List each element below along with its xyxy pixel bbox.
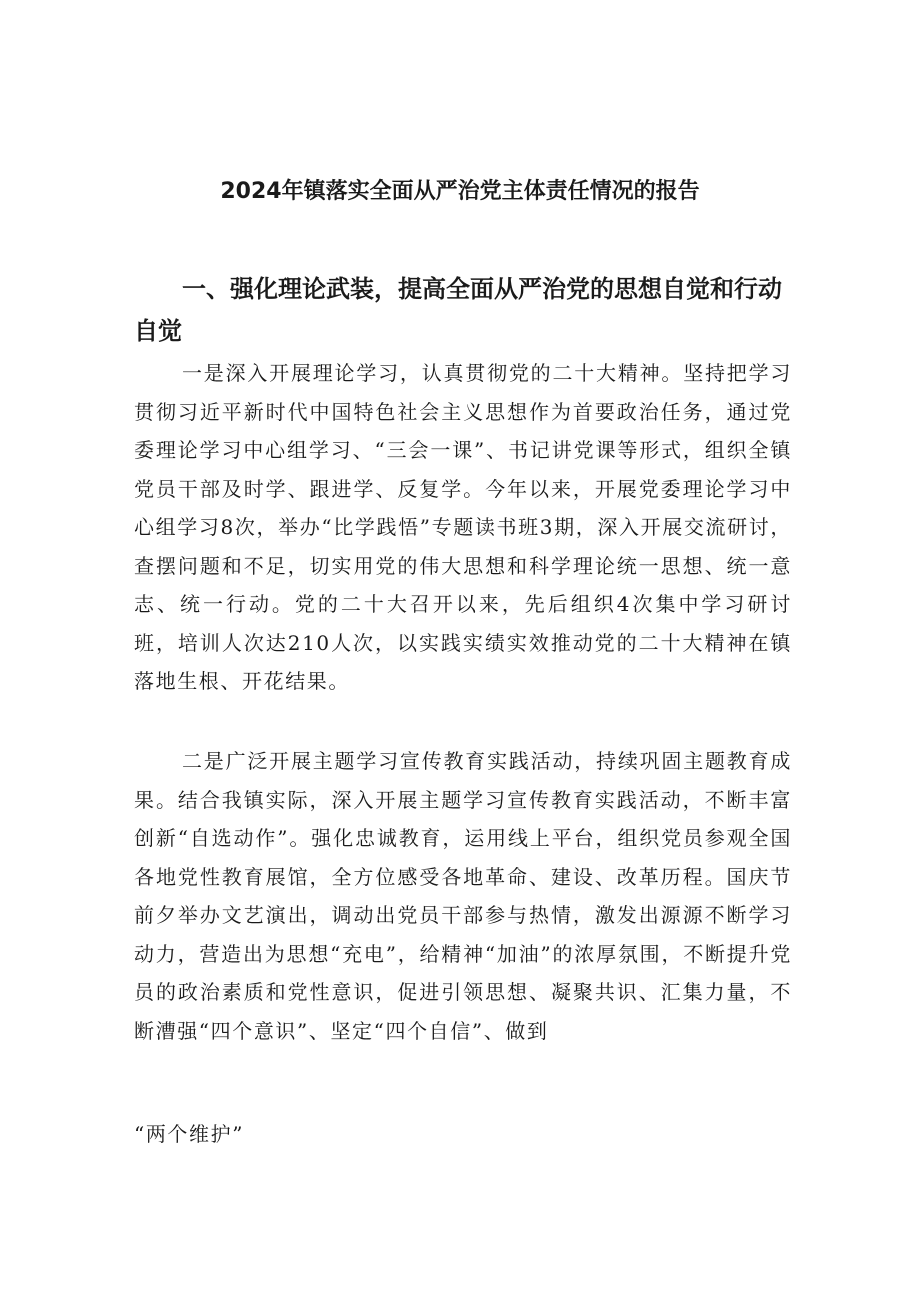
section-heading: 一、强化理论武装，提高全面从严治党的思想自觉和行动自觉 (134, 275, 782, 345)
trailing-text-line: “两个维护” (134, 1122, 245, 1146)
body-paragraph: 一是深入开展理论学习，认真贯彻党的二十大精神。坚持把学习贯彻习近平新时代中国特色社会主义思想作为首要政治任务，通过党委理论学习中心组学习、“三会一课”、书记讲党课等形式，组织全镇党员干部及时学、跟进学、反复学。今年以来，开展党委理论学习中心组学习8次，举办“比学践悟”专题读书班3期，深入开展交流研讨，查摆问题和不足，切实用党的伟大思想和科学理论统一思想、统一意志、统一行动。党的二十大召开以来，先后组织4次集中学习研讨班，培训人次达210人次，以实践实绩实效推动党的二十大精神在镇落地生根、开花结果。 (134, 361, 792, 693)
document-title: 2024年镇落实全面从严治党主体责任情况的报告 (220, 179, 700, 204)
body-paragraph: 二是广泛开展主题学习宣传教育实践活动，持续巩固主题教育成果。结合我镇实际，深入开展主题学习宣传教育实践活动，不断丰富创新“自选动作”。强化忠诚教育，运用线上平台，组织党员参观全国各地党性教育展馆，全方位感受各地革命、建设、改革历程。国庆节前夕举办文艺演出，调动出党员干部参与热情，激发出源源不断学习动力，营造出为思想“充电”，给精神“加油”的浓厚氛围，不断提升党员的政治素质和党性意识，促进引领思想、凝聚共识、汇集力量，不断漕强“四个意识”、坚定“四个自信”、做到 (134, 749, 792, 1043)
